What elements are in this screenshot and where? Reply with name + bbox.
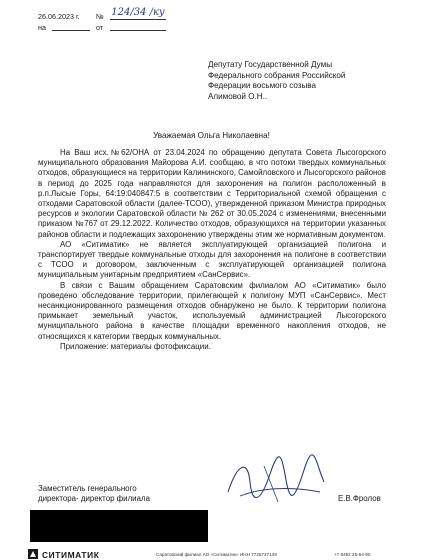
ot-underline	[110, 30, 166, 31]
body-paragraph: АО «Ситиматик» не является эксплуатирующей организацией полигона и транспортирует твердые коммунальные отходы для захоронения на полигоне в соответствии с ТСОО и договором, заключенным с эксплуатирующей организацией полигона муниципальным унитарным предприятием «СанСервис».	[38, 239, 386, 280]
letter-date: 26.06.2023 г.	[38, 12, 80, 21]
handwritten-signature	[220, 452, 330, 510]
body-paragraph: На Ваш исх.№62/ОНА от 23.04.2024 по обращению депутата Совета Лысогорского муниципального образования Майорова А.И. сообщаю, в что потоки твердых коммунальных отходов, образующиеся на территории Калининского, Самойловского и Лысогорского районов в период до 2025 года направляются для захоронения на полигон расположенный в р.п.Лысые Горы, 64:19:040847:5 в соответствии с Территориальной схемой обращения с отходами Саратовской области (далее-ТСОО), утвержденной приказом Министра природных ресурсов и экологии Саратовской области № 262 от 30.05.2024 с изменениями, внесенными приказом №767 от 29.12.2022. Количество отходов, образующихся на территории указанных районов области и подлежащих захоронению утверждены этим же нормативным документом.	[38, 148, 386, 239]
letter-body	[38, 148, 386, 352]
redaction-block	[30, 510, 208, 542]
ot-label: от	[96, 23, 104, 32]
greeting: Уважаемая Ольга Николаевна!	[153, 131, 270, 140]
company-brand: СИТИМАТИК	[42, 550, 100, 560]
signer-name: Е.В.Фролов	[338, 494, 381, 503]
letterhead-footer	[0, 546, 423, 560]
signer-title	[38, 484, 150, 504]
na-underline	[52, 30, 90, 31]
signer-title-line: Заместитель генерального	[38, 484, 137, 493]
addressee-line: Федерации восьмого созыва	[208, 81, 316, 91]
addressee-line: Федерального собрания Российской	[208, 70, 346, 80]
footer-inn: ИНН 7725727149	[240, 552, 277, 557]
footer-phone: +7 8452 25-64-90	[334, 552, 371, 557]
number-label: №	[96, 12, 104, 21]
handwritten-number: 124/34 /ку	[111, 7, 165, 18]
body-paragraph: Приложение: материалы фотофиксации.	[60, 341, 211, 351]
addressee-line: Депутату Государственной Думы	[208, 60, 333, 69]
na-label: на	[38, 23, 46, 32]
company-logo-icon	[28, 549, 38, 559]
body-paragraph: В связи с Вашим обращением Саратовским филиалом АО «Ситиматик» было проведено обследование территории, прилегающей к полигону МУП «СанСервис». Мест несанкционированного размещения отходов обнаружено не было. К территории полигона примыкает земельный участок, используемый администрацией Лысогорского муниципального района в качестве площадки временного накопления отходов, не относящихся к категории твердых коммунальных.	[38, 280, 386, 341]
addressee-line: Алимовой О.Н..	[208, 91, 268, 101]
signer-title-line: директора- директор филиала	[38, 494, 150, 504]
addressee-block	[208, 60, 408, 102]
footer-address: Саратовский филиал АО «Ситиматик»	[156, 552, 239, 557]
